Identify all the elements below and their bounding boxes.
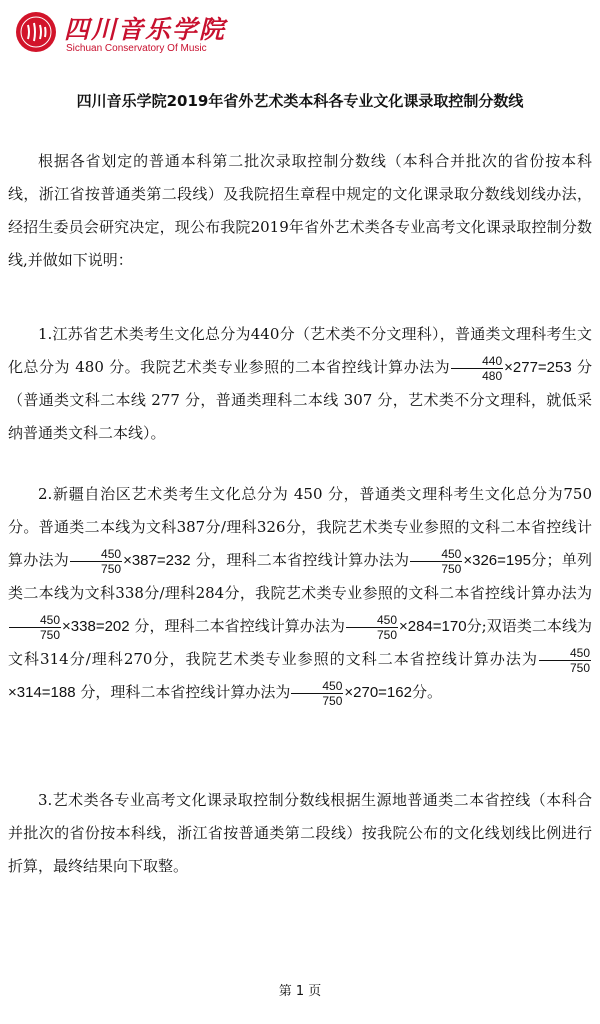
fraction-numerator: 450 bbox=[70, 547, 122, 562]
text-run: 分，理科二本省控线计算办法为 bbox=[190, 551, 410, 569]
section-general-rule bbox=[8, 784, 592, 883]
fraction-denominator: 750 bbox=[101, 561, 122, 576]
fraction bbox=[346, 613, 398, 642]
page-number: 第 1 页 bbox=[278, 984, 322, 999]
fraction-denominator: 750 bbox=[376, 627, 397, 642]
fraction-denominator: 750 bbox=[40, 627, 61, 642]
fraction bbox=[70, 547, 122, 576]
fraction bbox=[539, 646, 591, 675]
formula-result: ×387=232 bbox=[123, 552, 191, 569]
fraction-numerator: 450 bbox=[291, 679, 343, 694]
fraction-numerator: 450 bbox=[346, 613, 398, 628]
fraction bbox=[410, 547, 462, 576]
fraction bbox=[291, 679, 343, 708]
fraction-numerator: 450 bbox=[539, 646, 591, 661]
section-jiangsu-text bbox=[8, 318, 592, 450]
fraction-numerator: 440 bbox=[451, 354, 503, 369]
section-general-rule-text: 3.艺术类各专业高考文化课录取控制分数线根据生源地普通类二本省控线（本科合并批次的省份按本科线，浙江省按普通类第二段线）按我院公布的文化线划线比例进行折算，最终结果向下取整。 bbox=[8, 791, 592, 875]
formula-result: ×277=253 bbox=[504, 359, 572, 376]
fraction-denominator: 750 bbox=[441, 561, 462, 576]
fraction-denominator: 750 bbox=[322, 693, 343, 708]
text-run: 分（普通类文科二本线 277 分，普通类理科二本线 307 分，艺术类不分文理科，就低采纳普通类文科二本线）。 bbox=[8, 358, 592, 442]
intro-text: 根据各省划定的普通本科第二批次录取控制分数线（本科合并批次的省份按本科线，浙江省按普通类第二段线）及我院招生章程中规定的文化课录取分数线划线办法，经招生委员会研究决定，现公布我院2019年省外艺术类各专业高考文化课录取控制分数线,并做如下说明： bbox=[8, 152, 592, 269]
text-run: 分；单列类二本线为文科338分/理科284分，我院艺术类专业参照的文科二本省控线计算办法为 bbox=[8, 551, 592, 602]
formula-result: ×326=195 bbox=[463, 552, 531, 569]
formula-result: ×270=162 bbox=[344, 684, 412, 701]
text-run: 分;双语类二本线为文科314分/理科270分，我院艺术类专业参照的文科二本省控线计算办法为 bbox=[8, 617, 592, 668]
section-xinjiang bbox=[8, 478, 592, 709]
formula-result: ×284=170 bbox=[399, 618, 467, 635]
section-xinjiang-text bbox=[8, 478, 592, 709]
document-title: 四川音乐学院2019年省外艺术类本科各专业文化课录取控制分数线 bbox=[76, 92, 524, 110]
text-run: 分，理科二本省控线计算办法为 bbox=[75, 683, 291, 701]
text-run: 分，理科二本省控线计算办法为 bbox=[129, 617, 345, 635]
text-run: 分。 bbox=[411, 683, 442, 701]
fraction bbox=[451, 354, 503, 383]
fraction-numerator: 450 bbox=[410, 547, 462, 562]
formula-result: ×314=188 bbox=[8, 684, 76, 701]
text-run: 2.新疆自治区艺术类考生文化总分为 450 分，普通类文理科考生文化总分为750分。普通类二本线为文科387分/理科326分，我院艺术类专业参照的文科二本省控线计算办法为 bbox=[8, 485, 592, 569]
fraction bbox=[9, 613, 61, 642]
section-jiangsu bbox=[8, 318, 592, 450]
logo-chinese-name: 四川音乐学院 bbox=[64, 15, 227, 44]
fraction-denominator: 750 bbox=[569, 660, 590, 675]
page-header bbox=[10, 10, 310, 62]
fraction-numerator: 450 bbox=[9, 613, 61, 628]
intro-paragraph bbox=[8, 145, 592, 277]
fraction-denominator: 480 bbox=[482, 368, 503, 383]
logo-english-name: Sichuan Conservatory Of Music bbox=[66, 43, 207, 54]
text-run: 1.江苏省艺术类考生文化总分为440分（艺术类不分文理科），普通类文理科考生文化总分为 480 分。我院艺术类专业参照的二本省控线计算办法为 bbox=[8, 325, 592, 376]
formula-result: ×338=202 bbox=[62, 618, 130, 635]
school-seal-logo bbox=[16, 12, 56, 52]
